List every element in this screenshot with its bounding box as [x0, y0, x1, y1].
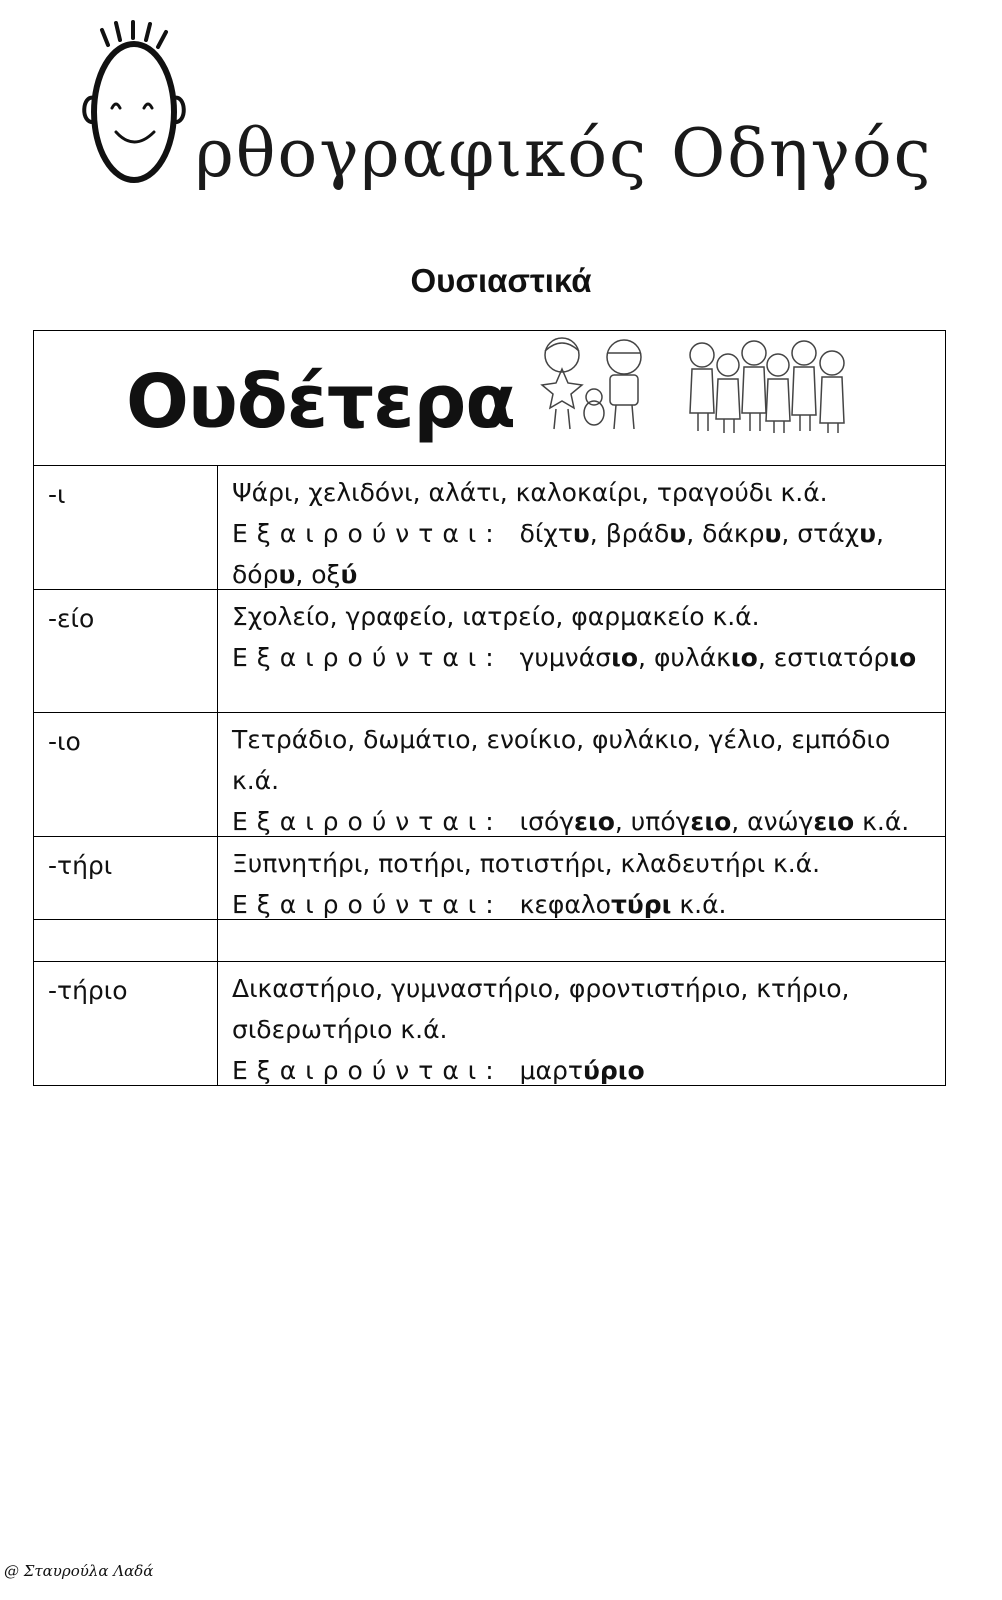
page-subtitle: Ουσιαστικά	[410, 262, 592, 299]
exception-word: ανώγειο	[747, 807, 855, 836]
suffix-cell: -τήρι	[34, 837, 218, 919]
exception-word: δάκρυ	[702, 519, 782, 548]
examples-text: Σχολείο, γραφείο, ιατρείο, φαρμακείο κ.ά.	[232, 602, 760, 631]
exception-word: ισόγειο	[519, 807, 615, 836]
table-heading-row	[34, 331, 945, 466]
page-header	[70, 20, 950, 230]
examples-text: Ψάρι, χελιδόνι, αλάτι, καλοκαίρι, τραγούδι κ.ά.	[232, 478, 828, 507]
exception-word: εστιατόριο	[773, 643, 917, 672]
exceptions-label: Εξαιρούνται:	[232, 643, 520, 672]
exception-word: κεφαλοτύρι	[519, 890, 672, 919]
examples-cell	[218, 837, 945, 919]
examples-cell	[218, 713, 945, 836]
examples-cell	[218, 920, 945, 961]
table-row	[34, 590, 945, 713]
exception-word: υπόγειο	[630, 807, 732, 836]
suffix-cell: -τήριο	[34, 962, 218, 1085]
exceptions-label: Εξαιρούνται:	[232, 519, 520, 548]
exceptions-line: Εξαιρούνται: δίχτυ, βράδυ, δάκρυ, στάχυ, δόρυ, οξύ	[232, 519, 884, 589]
table-row	[34, 713, 945, 837]
examples-cell	[218, 590, 945, 712]
smiling-face-icon	[78, 20, 188, 195]
table-heading: Ουδέτερα	[126, 359, 516, 445]
exception-word: βράδυ	[605, 519, 687, 548]
exceptions-label: Εξαιρούνται:	[232, 1056, 520, 1085]
examples-text: Τετράδιο, δωμάτιο, ενοίκιο, φυλάκιο, γέλιο, εμπόδιο κ.ά.	[232, 725, 891, 795]
examples-cell	[218, 962, 945, 1085]
exceptions-line	[232, 1050, 935, 1091]
exceptions-label: Εξαιρούνται:	[232, 807, 520, 836]
exception-word: δόρυ	[232, 560, 296, 589]
exception-word: μαρτύριο	[519, 1056, 645, 1085]
suffix-cell	[34, 920, 218, 961]
table-body	[34, 466, 945, 1085]
suffix-cell: -είο	[34, 590, 218, 712]
exceptions-line: Εξαιρούνται: ισόγειο, υπόγειο, ανώγειο κ.ά.	[232, 807, 910, 836]
exception-word: οξύ	[311, 560, 358, 589]
children-group-icon	[532, 333, 862, 437]
table-row	[34, 466, 945, 590]
examples-text: Ξυπνητήρι, ποτήρι, ποτιστήρι, κλαδευτήρι κ.ά.	[232, 849, 821, 878]
table-row	[34, 962, 945, 1085]
script-title: ρθογραφικός Οδηγός	[195, 115, 933, 192]
examples-text: Δικαστήριο, γυμναστήριο, φροντιστήριο, κτήριο, σιδερωτήριο κ.ά.	[232, 974, 850, 1044]
exception-word: δίχτυ	[519, 519, 590, 548]
examples-cell	[218, 466, 945, 589]
exceptions-line: Εξαιρούνται: γυμνάσιο, φυλάκιο, εστιατόριο	[232, 643, 917, 672]
exceptions-label: Εξαιρούνται:	[232, 890, 520, 919]
suffix-cell: -ι	[34, 466, 218, 589]
exception-word: φυλάκιο	[653, 643, 758, 672]
exceptions-line: Εξαιρούνται: κεφαλοτύρι κ.ά.	[232, 890, 727, 919]
suffix-cell: -ιο	[34, 713, 218, 836]
table-row	[34, 837, 945, 920]
table-row	[34, 920, 945, 962]
exception-word: γυμνάσιο	[519, 643, 639, 672]
grammar-table	[33, 330, 946, 1086]
exception-word: στάχυ	[797, 519, 876, 548]
author-credit: @ Σταυρούλα Λαδά	[4, 1562, 154, 1580]
